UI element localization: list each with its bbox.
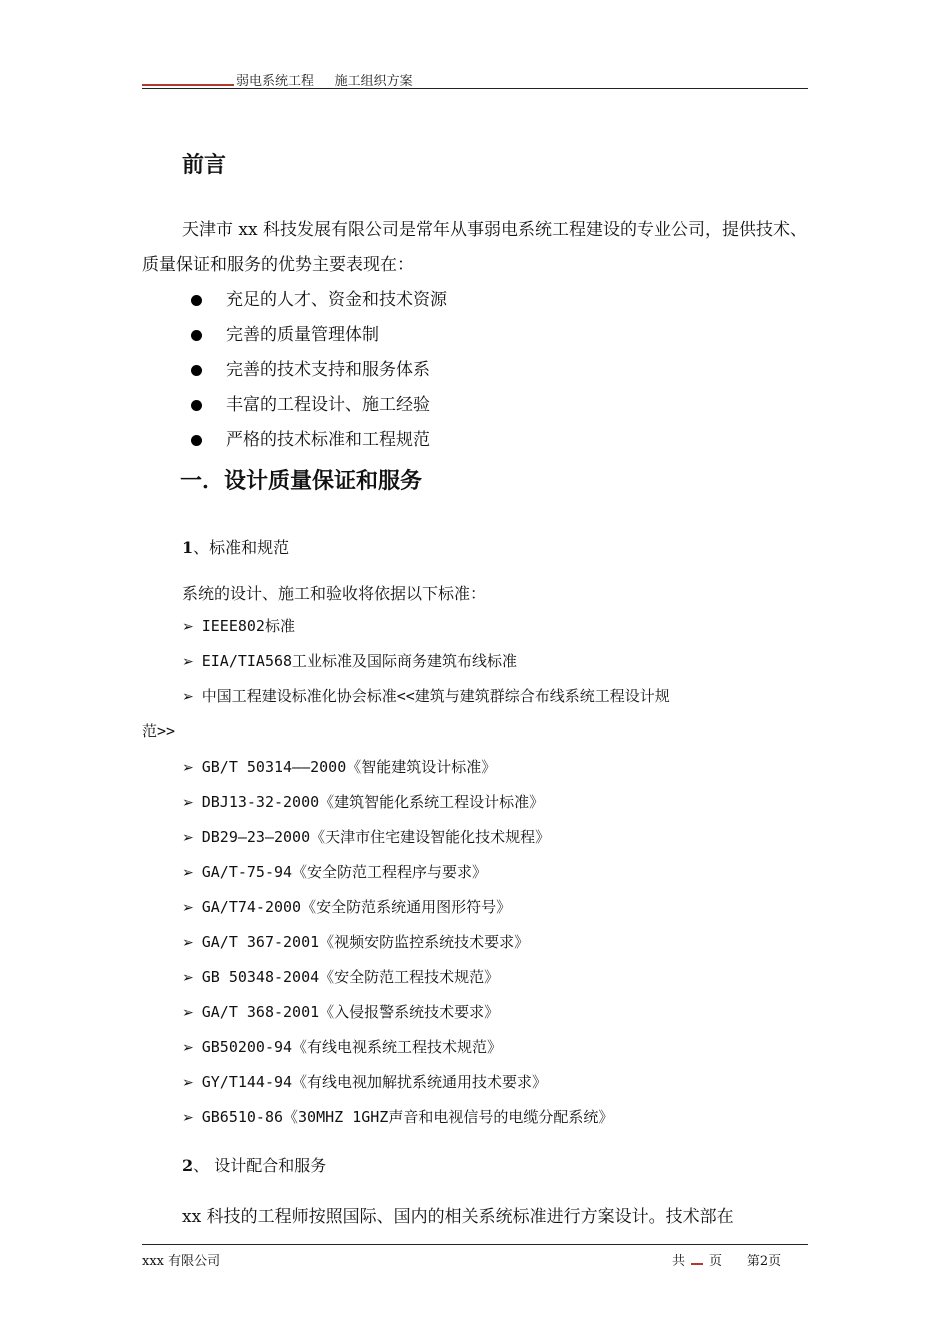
list-item: 丰富的工程设计、施工经验	[186, 388, 447, 423]
arrow-bullet-icon: ➢	[182, 760, 194, 776]
standard-item: ➢ GA/T 368-2001《入侵报警系统技术要求》	[182, 1003, 500, 1021]
standard-item: ➢ GB/T 50314——2000《智能建筑设计标准》	[182, 758, 497, 776]
standard-item: ➢ GA/T 367-2001《视频安防监控系统技术要求》	[182, 933, 530, 951]
arrow-bullet-icon: ➢	[182, 935, 194, 951]
standard-item: ➢ 中国工程建设标准化协会标准<<建筑与建筑群综合布线系统工程设计规	[182, 687, 670, 705]
preface-heading: 前言	[182, 153, 227, 178]
section-heading: 一．设计质量保证和服务	[180, 469, 423, 494]
list-item: 充足的人才、资金和技术资源	[186, 283, 447, 318]
advantage-list	[186, 283, 447, 458]
bullet-icon	[191, 435, 202, 446]
bullet-icon	[191, 400, 202, 411]
standard-item: ➢ GA/T-75-94《安全防范工程程序与要求》	[182, 863, 488, 881]
standard-item: ➢ DB29—23—2000《天津市住宅建设智能化技术规程》	[182, 828, 551, 846]
list-item: 完善的技术支持和服务体系	[186, 353, 447, 388]
design-service-paragraph: xx 科技的工程师按照国际、国内的相关系统标准进行方案设计。技术部在	[182, 1207, 734, 1227]
arrow-bullet-icon: ➢	[182, 1075, 194, 1091]
footer-company: xxx 有限公司	[142, 1254, 221, 1269]
standard-item: ➢ GB50200-94《有线电视系统工程技术规范》	[182, 1038, 503, 1056]
preface-intro: 天津市 xx 科技发展有限公司是常年从事弱电系统工程建设的专业公司，提供技术、质量保证和服务的优势主要表现在：	[142, 220, 807, 275]
standard-item-continuation: 范>>	[142, 722, 176, 740]
list-item: 完善的质量管理体制	[186, 318, 447, 353]
arrow-bullet-icon: ➢	[182, 865, 194, 881]
standards-intro: 系统的设计、施工和验收将依据以下标准：	[182, 584, 487, 603]
standard-item: ➢ EIA/TIA568工业标准及国际商务建筑布线标准	[182, 652, 518, 670]
bullet-icon	[191, 295, 202, 306]
page-count-blank	[691, 1253, 703, 1265]
arrow-bullet-icon: ➢	[182, 1040, 194, 1056]
arrow-bullet-icon: ➢	[182, 689, 194, 705]
arrow-bullet-icon: ➢	[182, 900, 194, 916]
standard-item: ➢ GY/T144-94《有线电视加解扰系统通用技术要求》	[182, 1073, 548, 1091]
header-title: 弱电系统工程 施工组织方案	[236, 74, 413, 89]
footer-page-info: 共 页 第2页	[672, 1254, 782, 1269]
arrow-bullet-icon: ➢	[182, 1005, 194, 1021]
standard-item: ➢ GB6510-86《30MHZ 1GHZ声音和电视信号的电缆分配系统》	[182, 1108, 614, 1126]
standard-item: ➢ DBJ13-32-2000《建筑智能化系统工程设计标准》	[182, 793, 545, 811]
standard-item: ➢ IEEE802标准	[182, 617, 295, 635]
bullet-icon	[191, 365, 202, 376]
arrow-bullet-icon: ➢	[182, 970, 194, 986]
bullet-icon	[191, 330, 202, 341]
list-item: 严格的技术标准和工程规范	[186, 423, 447, 458]
footer-rule	[142, 1244, 808, 1245]
arrow-bullet-icon: ➢	[182, 795, 194, 811]
header-accent-line	[142, 84, 234, 86]
arrow-bullet-icon: ➢	[182, 619, 194, 635]
standard-item: ➢ GA/T74-2000《安全防范系统通用图形符号》	[182, 898, 512, 916]
arrow-bullet-icon: ➢	[182, 1110, 194, 1126]
arrow-bullet-icon: ➢	[182, 830, 194, 846]
standard-item: ➢ GB 50348-2004《安全防范工程技术规范》	[182, 968, 500, 986]
subsection-title-2: 2、 设计配合和服务	[182, 1156, 327, 1175]
subsection-title-1: 1、标准和规范	[182, 538, 290, 557]
arrow-bullet-icon: ➢	[182, 654, 194, 670]
